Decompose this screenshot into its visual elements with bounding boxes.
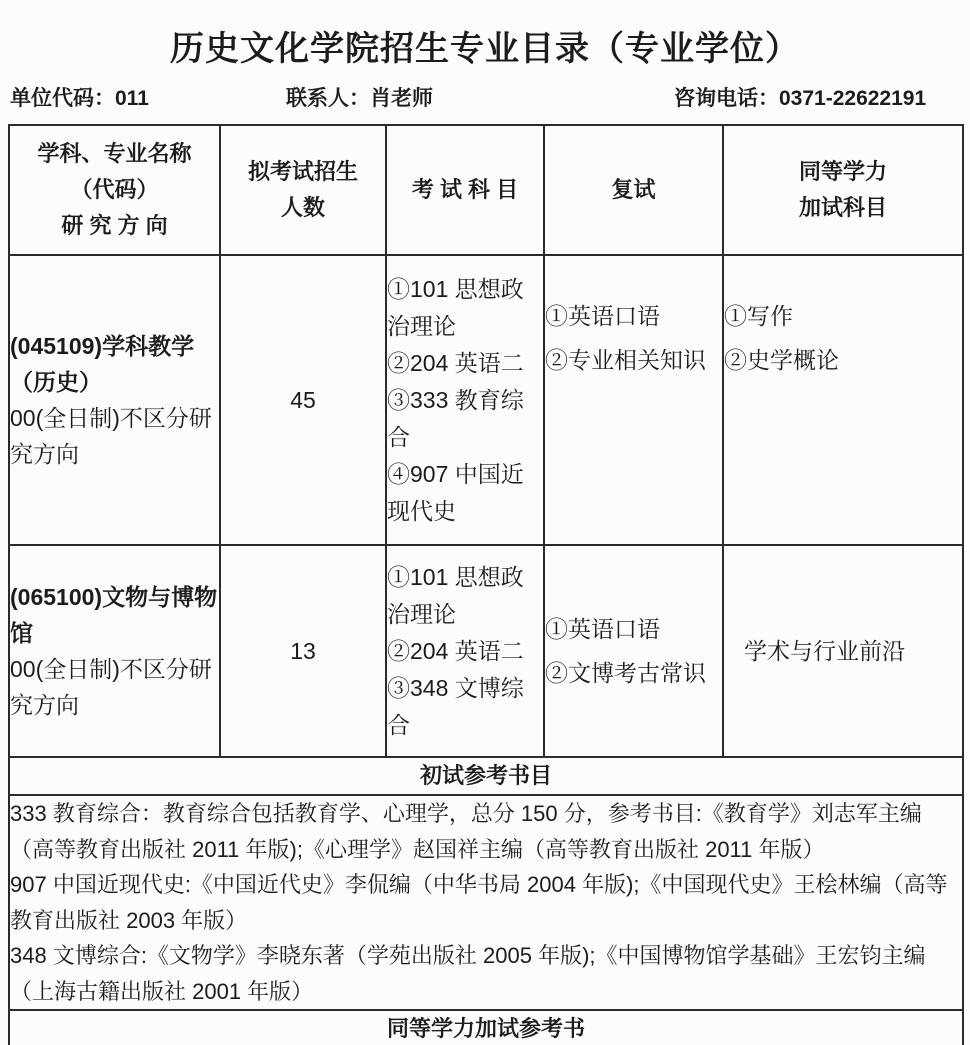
reference-item: 348 文博综合:《文物学》李晓东著（学苑出版社 2005 年版);《中国博物馆学基础》王宏钧主编（上海古籍出版社 2001 年版） <box>10 943 926 1004</box>
exam-subject-item: ③348 文博综合 <box>387 674 524 738</box>
exam-subjects-cell <box>386 255 544 545</box>
section-title-equivalency-refs: 同等学力加试参考书 <box>9 1010 963 1045</box>
info-bar <box>10 86 962 112</box>
admission-quota: 13 <box>220 545 386 757</box>
column-header-equivalency <box>723 125 963 255</box>
column-header-quota <box>220 125 386 255</box>
header-line: 人数 <box>280 195 325 220</box>
retest-item: ①英语口语 <box>545 303 660 329</box>
header-line: 加试科目 <box>798 195 887 220</box>
retest-item: ②专业相关知识 <box>545 347 706 373</box>
header-line: 学科、专业名称 <box>37 141 192 166</box>
program-name: (065100)文物与博物馆 <box>10 584 218 646</box>
research-direction: 00(全日制)不区分研究方向 <box>10 405 212 467</box>
column-header-program <box>9 125 220 255</box>
inquiry-phone: 咨询电话：0371-22622191 <box>674 87 927 110</box>
retest-cell <box>544 255 723 545</box>
admission-quota: 45 <box>220 255 386 545</box>
unit-code: 单位代码：011 <box>10 87 149 110</box>
program-cell <box>9 545 220 757</box>
column-header-exam-subjects: 考 试 科 目 <box>386 125 544 255</box>
column-header-retest: 复试 <box>544 125 723 255</box>
program-cell <box>9 255 220 545</box>
retest-cell <box>544 545 723 757</box>
exam-subject-item: ②204 英语二 <box>387 349 524 376</box>
reference-item: 907 中国近现代史:《中国近代史》李侃编（中华书局 2004 年版);《中国现代史》王桧林编（高等教育出版社 2003 年版） <box>10 872 948 933</box>
equivalency-item: 学术与行业前沿 <box>744 638 905 664</box>
header-line: （代码） <box>70 177 159 202</box>
table-header-row <box>9 125 963 255</box>
exam-subject-item: ③333 教育综合 <box>387 386 524 450</box>
header-line: 同等学力 <box>798 159 887 184</box>
equivalency-item: ①写作 <box>724 303 793 329</box>
section-title-initial-refs: 初试参考书目 <box>9 757 963 795</box>
equivalency-item: ②史学概论 <box>724 347 839 373</box>
reference-item: 333 教育综合：教育综合包括教育学、心理学，总分 150 分，参考书目:《教育学》刘志军主编（高等教育出版社 2011 年版);《心理学》赵国祥主编（高等教育出版社 2011 年版） <box>10 801 922 862</box>
contact-person: 联系人：肖老师 <box>286 87 433 110</box>
program-row <box>9 255 963 545</box>
admissions-table <box>8 124 964 1045</box>
reference-books-row <box>9 795 963 1010</box>
equivalency-cell <box>723 545 963 757</box>
exam-subject-item: ④907 中国近现代史 <box>387 460 524 524</box>
section-header-row <box>9 757 963 795</box>
page-title: 历史文化学院招生专业目录（专业学位） <box>170 30 800 68</box>
program-name: (045109)学科教学（历史） <box>10 333 195 395</box>
exam-subject-item: ①101 思想政治理论 <box>387 563 524 627</box>
retest-item: ②文博考古常识 <box>545 660 706 686</box>
exam-subject-item: ①101 思想政治理论 <box>387 275 524 339</box>
reference-books-cell <box>9 795 963 1010</box>
section-header-row <box>9 1010 963 1045</box>
research-direction: 00(全日制)不区分研究方向 <box>10 656 212 718</box>
exam-subjects-cell <box>386 545 544 757</box>
retest-item: ①英语口语 <box>545 616 660 642</box>
program-row <box>9 545 963 757</box>
header-line: 拟考试招生 <box>247 159 358 184</box>
equivalency-cell <box>723 255 963 545</box>
exam-subject-item: ②204 英语二 <box>387 637 524 664</box>
header-line: 研 究 方 向 <box>61 213 168 238</box>
